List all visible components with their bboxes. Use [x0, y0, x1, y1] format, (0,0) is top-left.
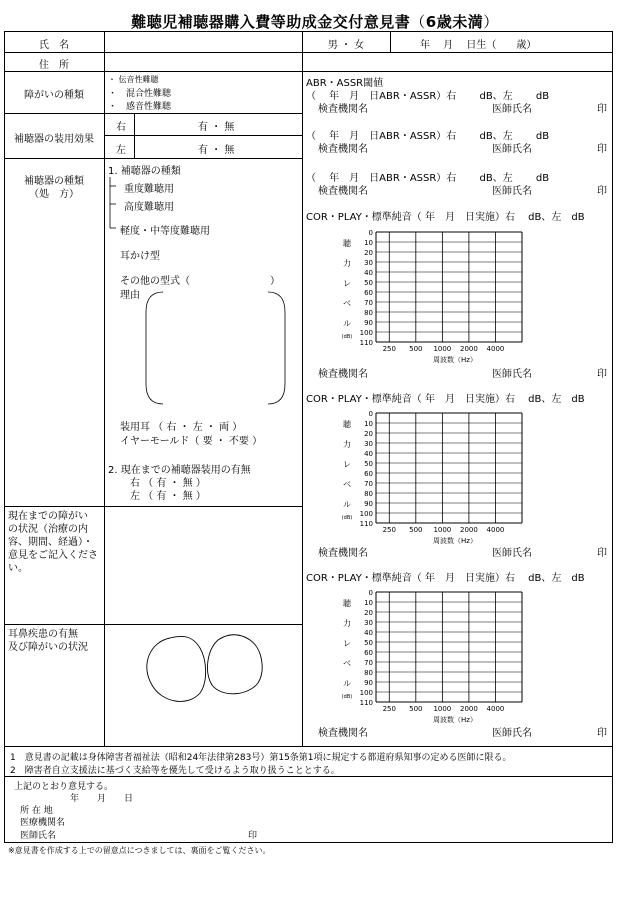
title-main: 難聴児補聴器購入費等助成金交付意見書 [131, 13, 411, 31]
effect-left-yes-no[interactable]: 有 ・ 無 [198, 145, 235, 156]
y-tick-label: 50 [364, 460, 373, 468]
type-option-severe[interactable]: 高度難聴用 [124, 202, 174, 213]
footer-remark: ※意見書を作成する上での留意点につきましては、裏面をご覧ください。 [8, 846, 271, 855]
history-left[interactable]: 左 （ 有 ・ 無 ） [130, 491, 206, 502]
ent-line: 耳鼻疾患の有無 [8, 629, 78, 640]
disability-label: 障がいの種類 [24, 90, 84, 101]
y-tick-label: 10 [364, 599, 373, 607]
y-axis-unit: (dB) [341, 694, 353, 700]
disability-option-mixed[interactable]: ・ 混合性難聴 [108, 89, 172, 99]
audiogram-1-institution: 検査機関名 [318, 369, 368, 380]
y-tick-label: 20 [364, 249, 373, 257]
y-axis-label-char: ベ [343, 659, 351, 668]
address-label: 住 所 [39, 60, 69, 71]
disability-option-conductive[interactable]: ・ 伝音性難聴 [108, 75, 159, 84]
x-axis-label: 周波数（Hz） [433, 537, 477, 545]
y-axis-label-char: 力 [343, 440, 351, 449]
x-tick-label: 500 [409, 526, 423, 534]
y-axis-unit: (dB) [341, 515, 353, 521]
audiogram-2-institution: 検査機関名 [318, 548, 368, 559]
type-label-prescription: （処 方） [29, 189, 79, 200]
y-tick-label: 20 [364, 609, 373, 617]
y-tick-label: 20 [364, 430, 373, 438]
abr-institution-3: 検査機関名 [318, 186, 368, 197]
y-tick-label: 90 [364, 500, 373, 508]
y-tick-label: 0 [368, 589, 373, 597]
y-axis-label-char: 聴 [343, 420, 351, 429]
y-axis-label-char: 聴 [343, 599, 351, 608]
effect-label: 補聴器の装用効果 [14, 134, 94, 145]
type-reason: 理由 [120, 290, 140, 301]
x-tick-label: 1000 [433, 345, 452, 353]
abr-measure-1[interactable]: （ 年 月 日ABR・ASSR）右 dB、左 dB [306, 91, 550, 102]
y-tick-label: 10 [364, 420, 373, 428]
x-tick-label: 1000 [433, 526, 452, 534]
ent-label [8, 628, 88, 654]
abr-title: ABR・ASSR閾値 [306, 78, 384, 89]
audiogram-3-title[interactable]: COR・PLAY・標準純音（ 年 月 日実施）右 dB、左 dB [306, 573, 585, 584]
type-wear-ear[interactable]: 装用耳 （ 右 ・ 左 ・ 両 ） [120, 422, 243, 433]
x-axis-label: 周波数（Hz） [433, 716, 477, 724]
title-paren-open: （ [410, 13, 426, 31]
y-axis-label-char: ル [343, 319, 351, 328]
y-axis-label-char: 力 [343, 259, 351, 268]
y-tick-label: 30 [364, 259, 373, 267]
y-tick-label: 50 [364, 639, 373, 647]
abr-seal-1: 印 [597, 104, 607, 115]
birth-date[interactable]: 年 月 日生（ 歳） [420, 40, 537, 51]
y-tick-label: 70 [364, 659, 373, 667]
type-heading: 1. 補聴器の種類 [108, 166, 181, 177]
y-tick-label: 10 [364, 239, 373, 247]
abr-doctor-2: 医師氏名 [492, 144, 532, 155]
audiogram-1-seal: 印 [597, 369, 607, 380]
type-label: 補聴器の種類 [24, 176, 84, 187]
abr-institution-2: 検査機関名 [318, 144, 368, 155]
abr-seal-2: 印 [597, 144, 607, 155]
y-tick-label: 100 [359, 329, 373, 337]
disability-option-sensorineural[interactable]: ・ 感音性難聴 [108, 102, 172, 112]
note-2: 2 障害者自立支援法に基づく支給等を優先して受けるよう取り扱うこととする。 [10, 766, 340, 776]
effect-right-label: 右 [116, 122, 126, 133]
y-tick-label: 90 [364, 679, 373, 687]
y-tick-label: 80 [364, 309, 373, 317]
x-tick-label: 2000 [459, 705, 478, 713]
status-line: い。 [8, 563, 28, 574]
type-option-profound[interactable]: 重度難聴用 [124, 184, 174, 195]
y-axis-label-char: 力 [343, 619, 351, 628]
name-label: 氏 名 [39, 40, 69, 51]
footer-location[interactable]: 所 在 地 [20, 806, 53, 816]
x-tick-label: 250 [382, 705, 396, 713]
abr-doctor-1: 医師氏名 [492, 104, 532, 115]
y-tick-label: 40 [364, 629, 373, 637]
abr-institution-1: 検査機関名 [318, 104, 368, 115]
y-tick-label: 70 [364, 480, 373, 488]
footer-institution[interactable]: 医療機関名 [20, 818, 66, 828]
type-earmold[interactable]: イヤーモールド（ 要 ・ 不要 ） [120, 436, 263, 447]
y-axis-label-char: レ [343, 279, 351, 288]
y-axis-label-char: ベ [343, 299, 351, 308]
x-axis-label: 周波数（Hz） [433, 356, 477, 364]
x-tick-label: 250 [382, 526, 396, 534]
history-right[interactable]: 右 （ 有 ・ 無 ） [130, 478, 206, 489]
audiogram-1-chart [340, 229, 530, 364]
audiogram-2-seal: 印 [597, 548, 607, 559]
y-tick-label: 30 [364, 619, 373, 627]
note-1: 1 意見書の記載は身体障害者福祉法（昭和24年法律第283号）第15条第1項に規定する都道府県知事の定める医師に限る。 [10, 753, 512, 763]
status-label [8, 510, 104, 575]
x-tick-label: 250 [382, 345, 396, 353]
y-tick-label: 0 [368, 410, 373, 418]
type-option-mild-moderate[interactable]: 軽度・中等度難聴用 [120, 226, 210, 237]
effect-right-yes-no[interactable]: 有 ・ 無 [198, 122, 235, 133]
y-axis-label-char: ル [343, 500, 351, 509]
type-ear-hook[interactable]: 耳かけ型 [120, 251, 160, 262]
audiogram-1-title[interactable]: COR・PLAY・標準純音（ 年 月 日実施）右 dB、左 dB [306, 212, 585, 223]
y-tick-label: 60 [364, 470, 373, 478]
y-tick-label: 110 [359, 339, 373, 347]
ent-line: 及び障がいの状況 [8, 642, 88, 653]
y-tick-label: 100 [359, 510, 373, 518]
title-paren-close: ） [483, 13, 499, 31]
audiogram-3-seal: 印 [597, 728, 607, 739]
y-axis-label-char: レ [343, 460, 351, 469]
y-axis-label-char: レ [343, 639, 351, 648]
x-tick-label: 4000 [486, 705, 505, 713]
audiogram-3-doctor: 医師氏名 [492, 728, 532, 739]
status-line: の状況（治療の内 [8, 524, 88, 535]
effect-left-label: 左 [116, 145, 126, 156]
x-tick-label: 1000 [433, 705, 452, 713]
y-tick-label: 80 [364, 490, 373, 498]
y-tick-label: 40 [364, 269, 373, 277]
x-tick-label: 500 [409, 705, 423, 713]
status-line: 容、期間、経過）・ [8, 537, 93, 548]
footer-statement: 上記のとおり意見する。 [14, 782, 114, 792]
footer-doctor[interactable]: 医師氏名 [20, 831, 57, 841]
title-age: 6歳未満 [425, 13, 484, 31]
abr-measure-3[interactable]: （ 年 月 日ABR・ASSR）右 dB、左 dB [306, 173, 550, 184]
y-tick-label: 110 [359, 520, 373, 528]
audiogram-3-chart [340, 589, 530, 724]
y-tick-label: 30 [364, 440, 373, 448]
y-axis-label-char: ベ [343, 480, 351, 489]
status-line: 現在までの障がい [8, 511, 88, 522]
y-axis-unit: (dB) [341, 334, 353, 340]
audiogram-2-chart [340, 410, 530, 545]
x-tick-label: 2000 [459, 526, 478, 534]
status-line: 意見をご記入くださ [8, 550, 98, 561]
abr-doctor-3: 医師氏名 [492, 186, 532, 197]
abr-seal-3: 印 [597, 186, 607, 197]
x-tick-label: 4000 [486, 526, 505, 534]
audiogram-1-doctor: 医師氏名 [492, 369, 532, 380]
type-other[interactable]: その他の型式（ ） [120, 276, 280, 287]
y-tick-label: 60 [364, 649, 373, 657]
abr-measure-2[interactable]: （ 年 月 日ABR・ASSR）右 dB、左 dB [306, 131, 550, 142]
y-tick-label: 0 [368, 229, 373, 237]
y-tick-label: 80 [364, 669, 373, 677]
footer-seal: 印 [248, 831, 258, 841]
y-axis-label-char: ル [343, 679, 351, 688]
y-tick-label: 60 [364, 289, 373, 297]
x-tick-label: 4000 [486, 345, 505, 353]
y-tick-label: 110 [359, 699, 373, 707]
audiogram-2-doctor: 医師氏名 [492, 548, 532, 559]
footer-date[interactable]: 年 月 日 [70, 794, 134, 804]
y-tick-label: 90 [364, 319, 373, 327]
y-tick-label: 40 [364, 450, 373, 458]
y-tick-label: 70 [364, 299, 373, 307]
audiogram-3-institution: 検査機関名 [318, 728, 368, 739]
y-tick-label: 50 [364, 279, 373, 287]
x-tick-label: 2000 [459, 345, 478, 353]
history-heading: 2. 現在までの補聴器装用の有無 [108, 465, 251, 476]
x-tick-label: 500 [409, 345, 423, 353]
audiogram-2-title[interactable]: COR・PLAY・標準純音（ 年 月 日実施）右 dB、左 dB [306, 394, 585, 405]
y-tick-label: 100 [359, 689, 373, 697]
y-axis-label-char: 聴 [343, 239, 351, 248]
sex-options[interactable]: 男 ・ 女 [327, 40, 365, 51]
